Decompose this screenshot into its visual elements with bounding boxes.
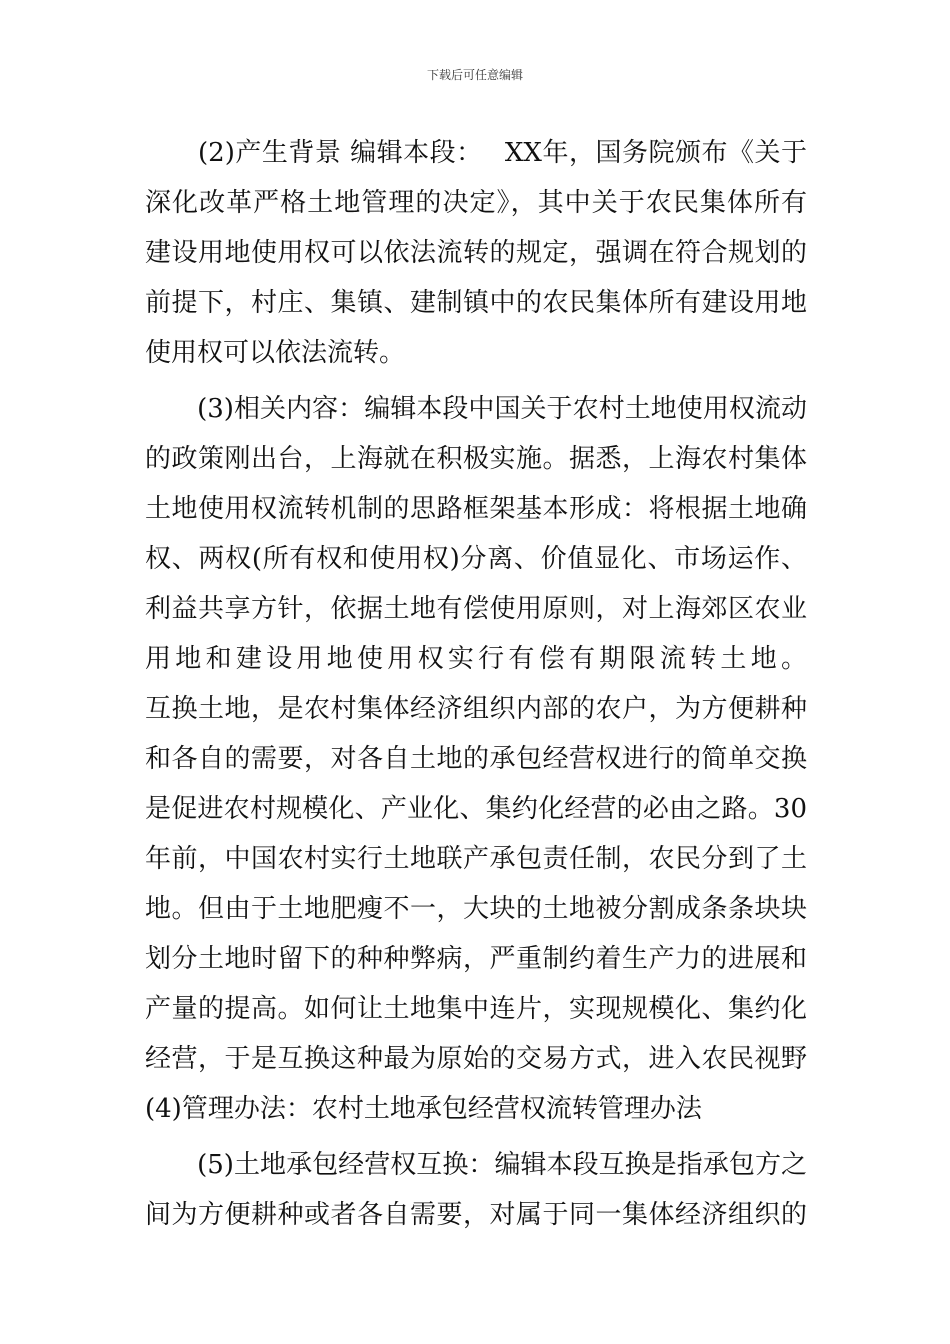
text-line: 深化改革严格土地管理的决定》，其中关于农民集体所有 [145,188,807,218]
text-line: 地。但由于土地肥瘦不一，大块的土地被分割成条条块块 [145,894,807,924]
text-line: 用地和建设用地使用权实行有偿有期限流转土地。 [145,644,807,674]
text-line: 和各自的需要，对各自土地的承包经营权进行的简单交换 [145,744,807,774]
text-line: 的政策刚出台，上海就在积极实施。据悉，上海农村集体 [145,444,807,474]
page-header: 下载后可任意编辑 [426,68,523,82]
text-line: (5)土地承包经营权互换：编辑本段互换是指承包方之 [145,1150,807,1180]
text-line: 权、两权(所有权和使用权)分离、价值显化、市场运作、 [145,544,807,574]
text-line: 前提下，村庄、集镇、建制镇中的农民集体所有建设用地 [145,288,807,318]
text-line: (4)管理办法：农村土地承包经营权流转管理办法 [145,1094,702,1124]
text-line: 经营，于是互换这种最为原始的交易方式，进入农民视野 [145,1044,807,1074]
text-line: (2)产生背景 编辑本段： XX年，国务院颁布《关于 [145,138,807,168]
text-line: 土地使用权流转机制的思路框架基本形成：将根据土地确 [145,494,807,524]
document-body [145,128,807,1240]
text-line: 是促进农村规模化、产业化、集约化经营的必由之路。30 [145,794,807,824]
text-line: 产量的提高。如何让土地集中连片，实现规模化、集约化 [145,994,807,1024]
text-line: (3)相关内容：编辑本段中国关于农村土地使用权流动 [145,394,807,424]
text-line: 使用权可以依法流转。 [145,338,406,368]
text-line: 划分土地时留下的种种弊病，严重制约着生产力的进展和 [145,944,807,974]
text-line: 年前，中国农村实行土地联产承包责任制，农民分到了土 [145,844,807,874]
text-line: 互换土地，是农村集体经济组织内部的农户，为方便耕种 [145,694,807,724]
text-line: 利益共享方针，依据土地有偿使用原则，对上海郊区农业 [145,594,807,624]
text-line: 间为方便耕种或者各自需要，对属于同一集体经济组织的 [145,1200,807,1230]
text-line: 建设用地使用权可以依法流转的规定，强调在符合规划的 [145,238,807,268]
